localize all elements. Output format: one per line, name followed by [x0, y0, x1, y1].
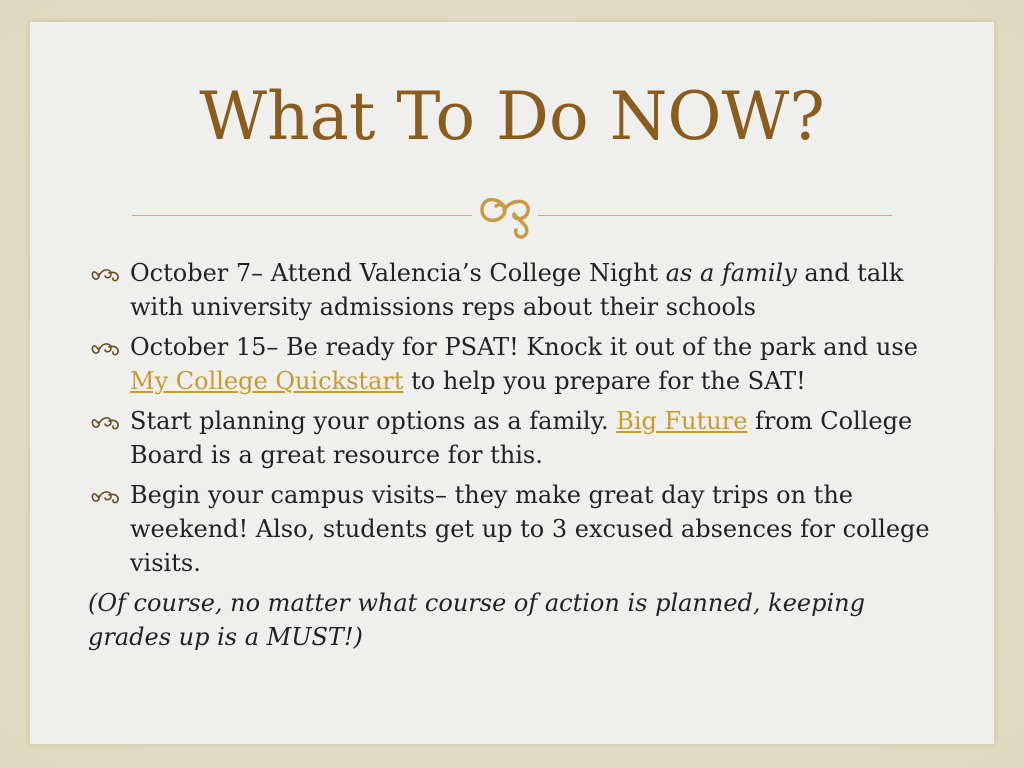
bullet-item	[88, 404, 948, 472]
bullet-item	[88, 478, 948, 580]
bullet-text-after: and talk with university admissions reps about their schools	[130, 259, 904, 321]
title-divider-right	[538, 215, 892, 216]
flourish-bullet-icon	[90, 487, 122, 505]
slide-title: What To Do NOW?	[199, 78, 825, 155]
flourish-bullet-icon	[90, 265, 122, 283]
bullet-emphasis: as a family	[665, 259, 797, 287]
flourish-bullet-icon	[90, 413, 122, 431]
flourish-bullet-icon	[90, 339, 122, 357]
bullet-text-before: Begin your campus visits– they make great day trips on the weekend! Also, students get up to 3 excused absences for college visits.	[130, 481, 930, 577]
bullet-text-before: October 15– Be ready for PSAT! Knock it out of the park and use	[130, 333, 918, 361]
closing-note: (Of course, no matter what course of action is planned, keeping grades up is a MUST!)	[88, 589, 865, 651]
bullet-item	[88, 256, 948, 324]
bullet-text-before: October 7– Attend Valencia’s College Night	[130, 259, 666, 287]
flourish-ornament-icon	[474, 186, 538, 242]
bullet-text-after: to help you prepare for the SAT!	[403, 367, 806, 395]
bullet-item	[88, 330, 948, 398]
bullet-text-before: Start planning your options as a family.	[130, 407, 617, 435]
bullet-text-after: from College Board is a great resource for this.	[130, 407, 913, 469]
slide-body	[88, 256, 948, 654]
my-college-quickstart-link[interactable]: My College Quickstart	[130, 367, 404, 395]
title-divider-left	[132, 215, 472, 216]
big-future-link[interactable]: Big Future	[616, 407, 748, 435]
